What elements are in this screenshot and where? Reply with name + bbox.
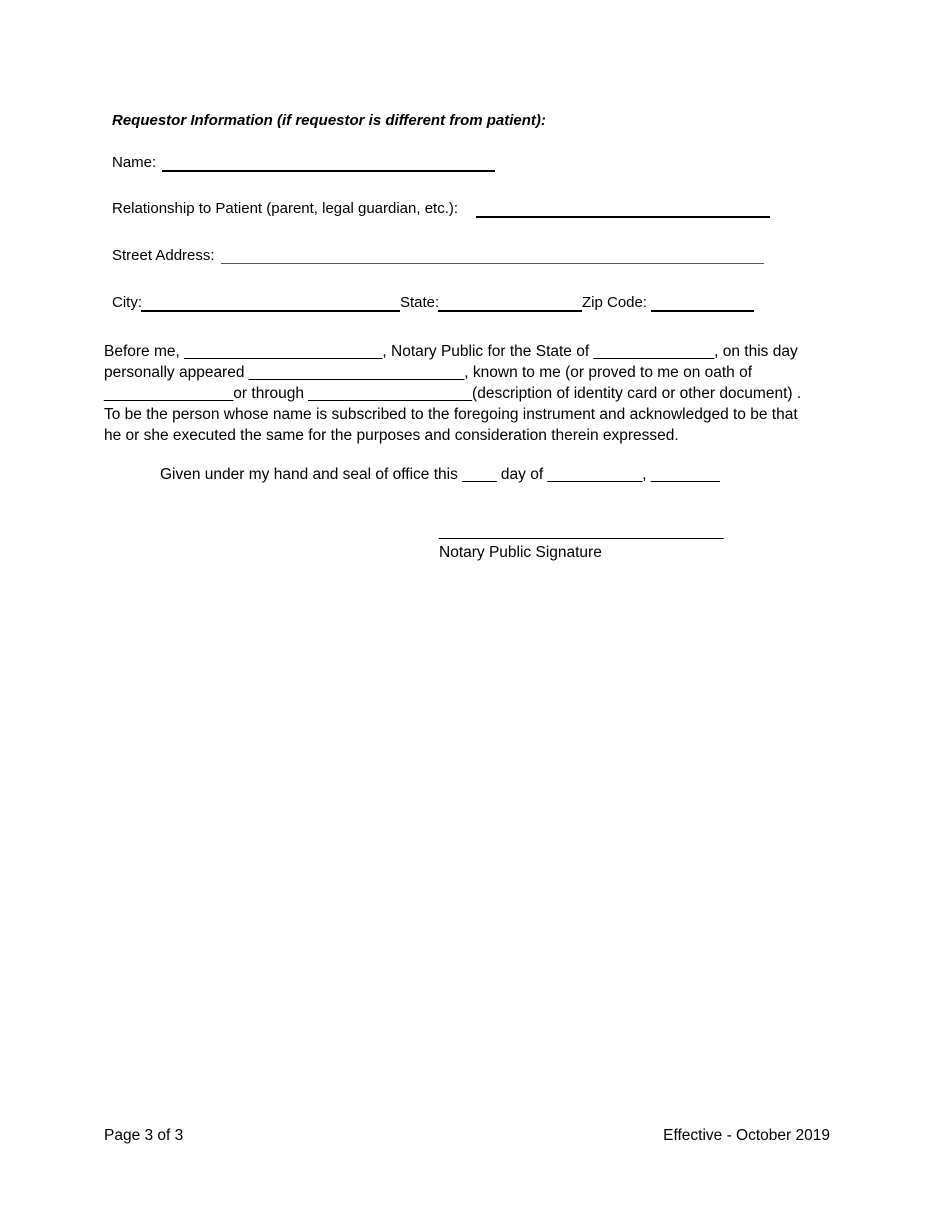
notary-paragraph <box>104 341 824 446</box>
notary-line-2: personally appeared _________________________, known to me (or proved to me on oath of <box>104 364 753 381</box>
section-heading: Requestor Information (if requestor is different from patient): <box>112 112 546 129</box>
name-label: Name: <box>112 154 157 171</box>
signature-label: Notary Public Signature <box>439 544 602 561</box>
notary-line-5: he or she executed the same for the purposes and consideration therein expressed. <box>104 427 679 444</box>
state-label: State: <box>400 294 440 311</box>
signature-line[interactable]: _________________________________ <box>439 523 724 540</box>
effective-date: Effective - October 2019 <box>663 1127 830 1144</box>
notary-line-3: _______________or through ___________________(description of identity card or other document) . <box>104 385 802 402</box>
notary-line-4: To be the person whose name is subscribed to the foregoing instrument and acknowledged to be that <box>104 406 798 423</box>
relationship-field[interactable] <box>476 216 770 218</box>
relationship-label: Relationship to Patient (parent, legal guardian, etc.): <box>112 200 459 217</box>
state-field[interactable] <box>438 310 582 312</box>
given-under-hand-line: Given under my hand and seal of office this ____ day of ___________, ________ <box>160 466 720 483</box>
street-address-field[interactable] <box>221 263 764 264</box>
page-number: Page 3 of 3 <box>104 1127 184 1144</box>
zip-code-label: Zip Code: <box>582 294 648 311</box>
street-address-label: Street Address: <box>112 247 215 264</box>
city-field[interactable] <box>141 310 400 312</box>
name-field[interactable] <box>162 170 495 172</box>
city-label: City: <box>112 294 142 311</box>
notary-line-1: Before me, _______________________, Notary Public for the State of ______________, on this day <box>104 343 798 360</box>
zip-code-field[interactable] <box>651 310 754 312</box>
